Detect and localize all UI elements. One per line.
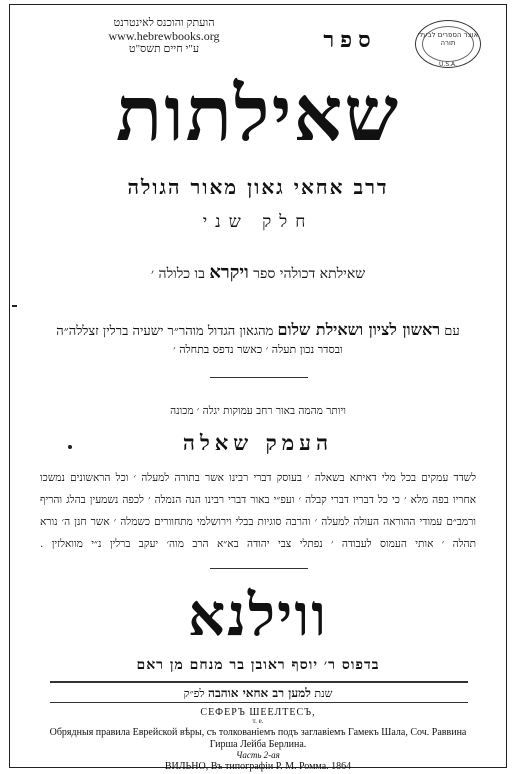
author-line: דרב אחאי גאון מאור הגולה (127, 175, 389, 199)
year-suffix: לפ״ק (183, 687, 205, 700)
haemek-title: העמק שאלה (182, 430, 334, 455)
watermark (84, 17, 244, 56)
commentary-prefix: עם (444, 324, 460, 339)
year-bold: למען רב אחאי אוהבה (208, 686, 311, 700)
divider-thick (50, 681, 468, 683)
paragraph-line-2: אחריו בפה מלא ׳ כי כל דבריו דברי קבלה ׳ ועפ״י באור דברי רבינו הנה הנמלה ׳ לכפה נשמעין בהלג והריף (40, 494, 476, 506)
book-title: שאילתות (115, 69, 401, 158)
place-vilna: ווילנא (187, 581, 329, 649)
year-line (10, 686, 506, 701)
title-page (9, 4, 507, 772)
paragraph-line-3: ורמב״ם עמודי ההוראה העולה למעלה ׳ והרבה סוגיות בבלי וירושלמי מתחוורים כשמלה ׳ אשר חנן ה׳ נורא (40, 516, 476, 528)
contents-before: שאילתא דכולהי ספר (253, 266, 366, 282)
volume-label: חלק שני (202, 212, 314, 232)
preface-line: ויותר מהמה באור רחב עמוקות יגלה ׳ מכונה (170, 405, 346, 417)
watermark-url[interactable]: www.hebrewbooks.org (108, 29, 220, 43)
description-paragraph (40, 467, 476, 555)
divider-thin (50, 702, 468, 703)
stamp-text: אוצר הספרים לבעלי תורה (417, 31, 479, 47)
russian-title: СЕФЕРЪ ШЕЕЛТЕСЪ, (200, 707, 316, 718)
russian-description: Обрядныя правила Еврейской вѣры, съ толкованіемъ подъ заглавіемъ Гамекъ Шала, Соч. Раввина (49, 727, 467, 738)
year-prefix: שנת (314, 687, 333, 700)
stamp-bottom-text: U.S.A. (439, 61, 457, 68)
divider-rule-2 (210, 568, 308, 569)
russian-part: Часть 2-ая (236, 750, 280, 760)
paragraph-line-1: לשדד עמקים בכל מלי דאיתא בשאלה ׳ בעוסק דברי רבינו אשר בתורה למעלה ׳ וכל הראשונים נמשכו (40, 472, 476, 484)
library-stamp (415, 20, 481, 68)
sefer-label: ספר (323, 27, 377, 53)
commentary-rest: מהגאון הגדול מוהר״ר ישעיה ברלין זצללה״ה (56, 324, 274, 339)
printer-line: בדפוס ר׳ יוסף ראובן בר מנחם מן ראם (136, 657, 380, 673)
contents-bold: ויקרא (209, 262, 249, 283)
russian-te: т. е. (252, 717, 264, 725)
russian-imprint: ВИЛЬНО, Въ типографіи Р. М. Ромма. 1864 (164, 761, 352, 772)
editing-line: ובסדר נכון תעלה ׳ כאשר נדפס בתחלה ׳ (173, 343, 343, 356)
watermark-line-1: הועתק והוכנס לאינטרנט (113, 17, 215, 29)
commentary-line (40, 320, 476, 340)
divider-rule-1 (210, 377, 308, 378)
watermark-line-3: ע"י חיים תשס"ט (128, 43, 200, 55)
margin-mark-left (12, 305, 17, 307)
paragraph-line-4: תהלה ׳ אותי העמוס לעבודה ׳ נפתלי צבי יהודה בא״א הרב מוה׳ יעקב ברלין נ״י מוואלזין . (40, 538, 476, 550)
margin-dot (68, 445, 72, 449)
commentary-bold: ראשון לציון ושאילת שלום (277, 320, 441, 339)
contents-after: בו כלולה ׳ (150, 266, 205, 282)
contents-line (10, 262, 506, 283)
russian-author: Гирша Лейба Берлина. (209, 739, 307, 750)
